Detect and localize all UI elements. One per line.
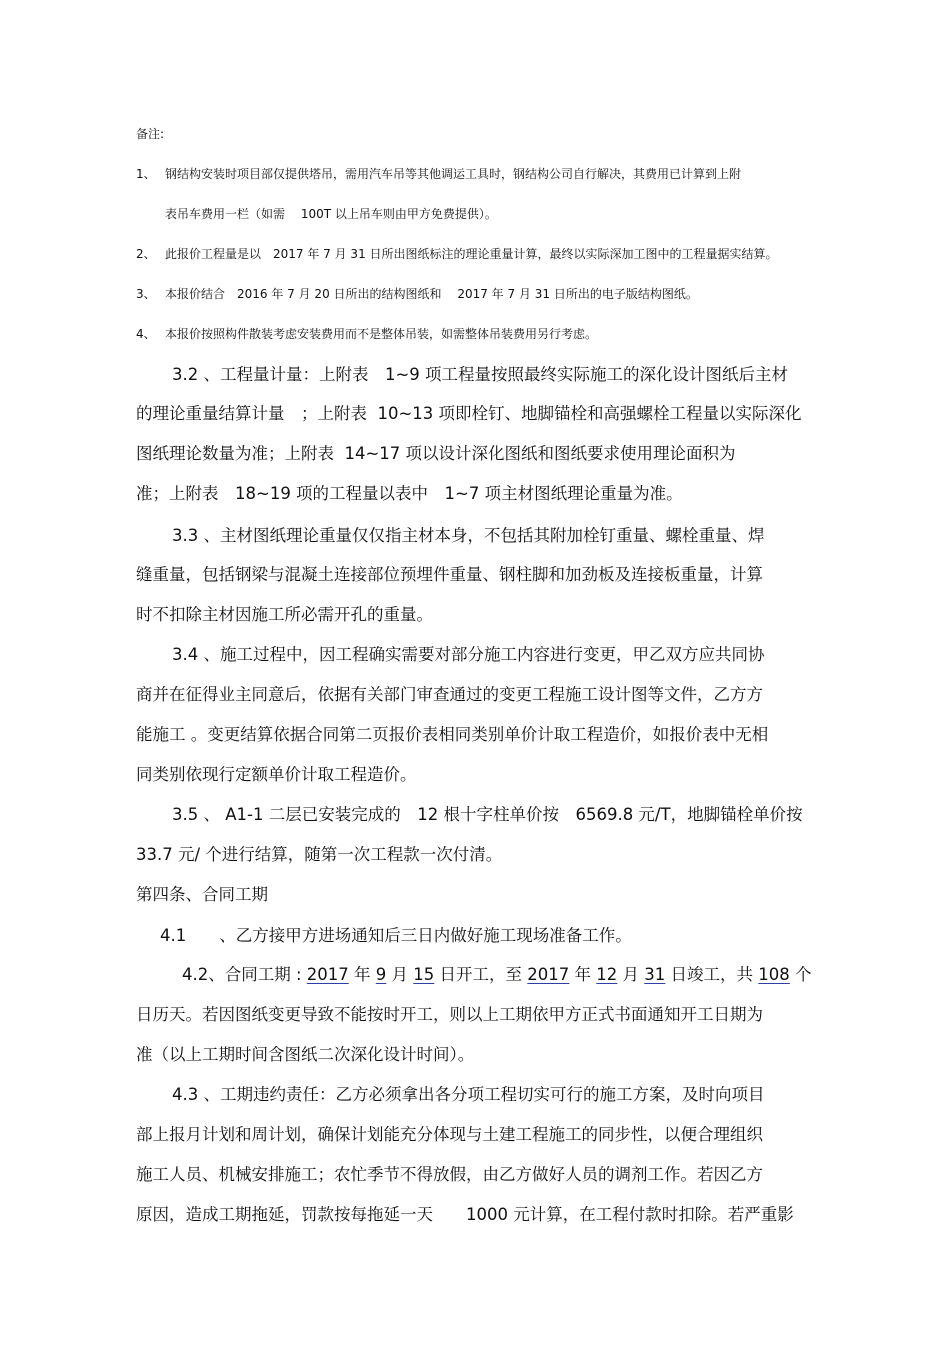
para-4-2-line-1 xyxy=(182,967,812,984)
note-2-line-1: 此报价工程量是以 2017 年 7 月 31 日所出图纸标注的理论重量计算，最终以实际深加工图中的工程量据实结算。 xyxy=(165,247,778,261)
notes-heading: 备注: xyxy=(136,127,165,141)
note-4-num: 4、 xyxy=(136,327,156,341)
note-1-line-2: 表吊车费用一栏（如需 100T 以上吊车则由甲方免费提供）。 xyxy=(165,207,497,221)
para-4-3-line-1: 4.3 、工期违约责任：乙方必须拿出各分项工程切实可行的施工方案，及时向项目 xyxy=(172,1085,765,1104)
start-month-field: 9 xyxy=(375,965,387,984)
note-1-line-1: 钢结构安装时项目部仅提供塔吊，需用汽车吊等其他调运工具时，钢结构公司自行解决，其费用已计算到上附 xyxy=(165,167,742,181)
para-3-4-line-1: 3.4 、施工过程中，因工程确实需要对部分施工内容进行变更，甲乙双方应共同协 xyxy=(172,645,765,664)
para-3-4-line-4: 同类别依现行定额单价计取工程造价。 xyxy=(136,765,417,784)
para-4-1-line-1: 4.1 、乙方接甲方进场通知后三日内做好施工现场准备工作。 xyxy=(160,926,632,945)
year-char-1: 年 xyxy=(348,965,376,984)
year-char-2: 年 xyxy=(569,965,597,984)
note-2-num: 2、 xyxy=(136,247,156,261)
month-char-1: 月 xyxy=(386,965,414,984)
days-count-field: 108 xyxy=(758,965,790,984)
para-3-3-line-2: 缝重量，包括钢梁与混凝土连接部位预埋件重量、钢柱脚和加劲板及连接板重量，计算 xyxy=(136,565,763,584)
month-char-2: 月 xyxy=(617,965,645,984)
end-year-field: 2017 xyxy=(527,965,570,984)
note-4-line-1: 本报价按照构件散装考虑安装费用而不是整体吊装，如需整体吊装费用另行考虑。 xyxy=(165,327,598,341)
para-4-3-line-4: 原因，造成工期拖延，罚款按每拖延一天 1000 元计算，在工程付款时扣除。若严重影 xyxy=(136,1205,794,1224)
para-4-2-line-2: 日历天。若因图纸变更导致不能按时开工，则以上工期依甲方正式书面通知开工日期为 xyxy=(136,1005,763,1024)
note-3-line-1: 本报价结合 2016 年 7 月 20 日所出的结构图纸和 2017 年 7 月 31 日所出的电子版结构图纸。 xyxy=(165,287,698,301)
para-3-2-line-2: 的理论重量结算计量 ；上附表 10~13 项即栓钉、地脚锚栓和高强螺栓工程量以实际深化 xyxy=(136,404,802,423)
para-4-3-line-2: 部上报月计划和周计划，确保计划能充分体现与土建工程施工的同步性，以便合理组织 xyxy=(136,1125,763,1144)
end-month-field: 12 xyxy=(596,965,618,984)
note-1-num: 1、 xyxy=(136,167,156,181)
end-text: 日竣工，共 xyxy=(665,965,759,984)
start-year-field: 2017 xyxy=(306,965,349,984)
start-day-field: 15 xyxy=(413,965,435,984)
para-3-3-line-1: 3.3 、主材图纸理论重量仅仅指主材本身，不包括其附加栓钉重量、螺栓重量、焊 xyxy=(172,526,765,545)
para-3-5-line-1: 3.5 、 A1-1 二层已安装完成的 12 根十字柱单价按 6569.8 元/T，地脚锚栓单价按 xyxy=(172,805,803,824)
start-text: 日开工，至 xyxy=(434,965,528,984)
para-4-2-line-3: 准（以上工期时间含图纸二次深化设计时间）。 xyxy=(136,1045,475,1064)
para-3-2-line-4: 准；上附表 18~19 项的工程量以表中 1~7 项主材图纸理论重量为准。 xyxy=(136,484,683,503)
para-3-3-line-3: 时不扣除主材因施工所必需开孔的重量。 xyxy=(136,605,433,624)
article-4-heading: 第四条、合同工期 xyxy=(136,885,268,904)
para-3-2-line-3: 图纸理论数量为准；上附表 14~17 项以设计深化图纸和图纸要求使用理论面积为 xyxy=(136,444,736,463)
para-3-5-line-2: 33.7 元/ 个进行结算，随第一次工程款一次付清。 xyxy=(136,845,503,864)
para-3-2-line-1: 3.2 、工程量计量：上附表 1~9 项工程量按照最终实际施工的深化设计图纸后主材 xyxy=(172,365,789,384)
end-day-field: 31 xyxy=(644,965,666,984)
p4-2-prefix: 4.2、合同工期 : xyxy=(182,965,307,984)
unit-char: 个 xyxy=(789,965,812,984)
para-4-3-line-3: 施工人员、机械安排施工；农忙季节不得放假，由乙方做好人员的调剂工作。若因乙方 xyxy=(136,1165,763,1184)
note-3-num: 3、 xyxy=(136,287,156,301)
para-3-4-line-3: 能施工 。变更结算依据合同第二页报价表相同类别单价计取工程造价，如报价表中无相 xyxy=(136,725,769,744)
para-3-4-line-2: 商并在征得业主同意后，依据有关部门审查通过的变更工程施工设计图等文件，乙方方 xyxy=(136,685,763,704)
